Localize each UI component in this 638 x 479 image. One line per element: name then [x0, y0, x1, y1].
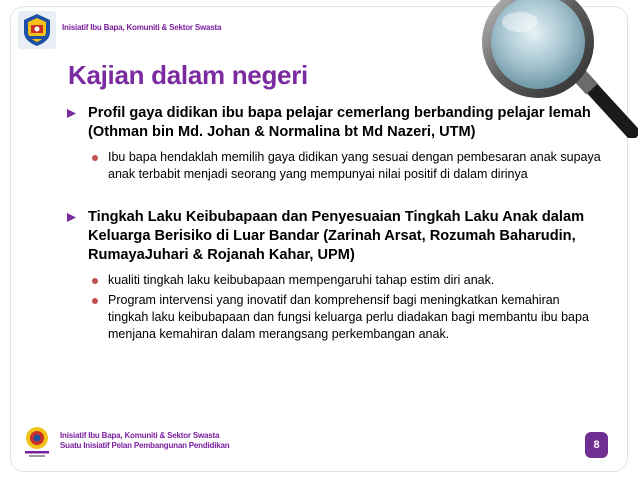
sub-bullet-icon [92, 155, 98, 161]
list-item-text: Profil gaya didikan ibu bapa pelajar cemerlang berbanding pelajar lemah (Othman bin Md. Johan & Normalina bt Md Nazeri, UTM) [88, 105, 591, 140]
list-item [66, 104, 601, 142]
sub-list-item-text: Ibu bapa hendaklah memilih gaya didikan yang sesuai dengan pembesaran anak supaya anak terbabit menjadi seorang yang mempunyai nilai positif di dalam dirinya [108, 150, 601, 181]
header-tagline: Inisiatif Ibu Bapa, Komuniti & Sektor Swasta [62, 23, 222, 32]
footer-line-2: Suatu Inisiatif Pelan Pembangunan Pendidikan [60, 441, 230, 450]
sub-list-item-text: Program intervensi yang inovatif dan komprehensif bagi meningkatkan kemahiran tingkah laku keibubapaan dan fungsi keluarga perlu diadakan bagi membantu ibu bapa menjana kemahiran dalam merangsang perkembangan anak. [108, 293, 589, 341]
list-item-text: Tingkah Laku Keibubapaan dan Penyesuaian Tingkah Laku Anak dalam Keluarga Berisiko di Luar Bandar (Zarinah Arsat, Rozumah Baharudin, RumayaJuhari & Rojanah Kahar, UPM) [88, 209, 585, 263]
page-number-badge: 8 [585, 432, 608, 458]
slide-title: Kajian dalam negeri [68, 60, 308, 90]
bullet-arrow-icon [66, 108, 77, 119]
footer-line-1: Inisiatif Ibu Bapa, Komuniti & Sektor Swasta [60, 431, 220, 440]
ministry-crest-icon [17, 10, 57, 50]
sub-list-item-text: kualiti tingkah laku keibubapaan mempengaruhi tahap estim diri anak. [108, 273, 495, 287]
education-blueprint-logo-icon [21, 424, 53, 458]
sub-list [66, 149, 601, 183]
list-item [66, 208, 601, 265]
sub-bullet-icon [92, 298, 98, 304]
bullet-arrow-icon [66, 212, 77, 223]
sub-bullet-icon [92, 278, 98, 284]
sub-list-item [66, 292, 601, 343]
sub-list [66, 272, 601, 343]
sub-list-item [66, 149, 601, 183]
sub-list-item [66, 272, 601, 289]
bullet-list [66, 104, 601, 346]
